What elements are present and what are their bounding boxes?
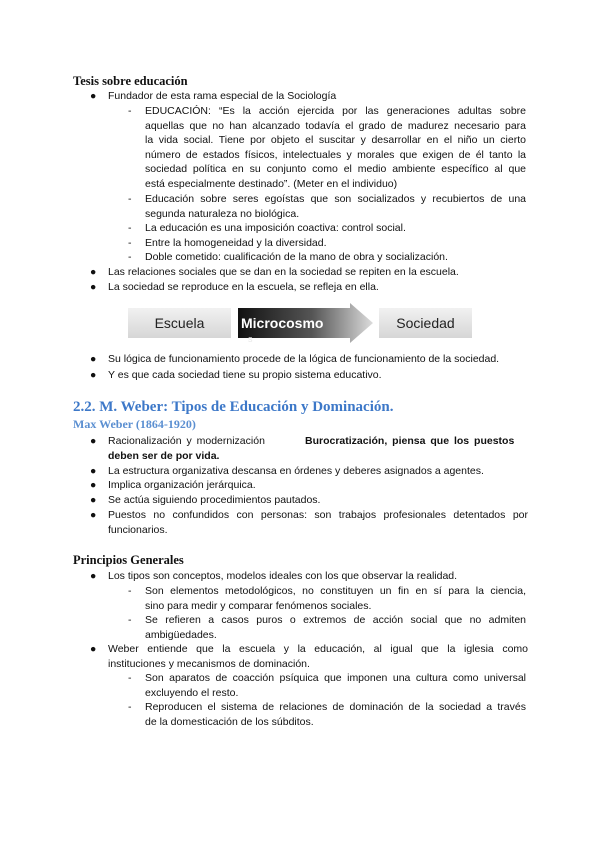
bullet-icon: ● bbox=[90, 643, 97, 655]
diagram-label-wrap: s bbox=[248, 334, 253, 344]
bullet-icon: ● bbox=[90, 369, 97, 381]
bullet-icon: ● bbox=[90, 90, 97, 102]
bullet-icon: ● bbox=[90, 494, 97, 506]
diagram-box-sociedad: Sociedad bbox=[379, 308, 472, 338]
dash-icon: - bbox=[128, 251, 132, 263]
bullet-icon: ● bbox=[90, 281, 97, 293]
diagram-box-escuela: Escuela bbox=[128, 308, 231, 338]
subheading-max-weber: Max Weber (1864-1920) bbox=[73, 417, 196, 431]
dash-icon: - bbox=[128, 222, 132, 234]
dash-icon: - bbox=[128, 193, 132, 205]
section-heading-principios: Principios Generales bbox=[73, 553, 184, 567]
bullet-icon: ● bbox=[90, 465, 97, 477]
bullet-icon: ● bbox=[90, 570, 97, 582]
dash-icon: - bbox=[128, 672, 132, 684]
diagram-label-microcosmos: Microcosmo bbox=[241, 315, 324, 331]
bullet-icon: ● bbox=[90, 266, 97, 278]
bullet-icon: ● bbox=[90, 353, 97, 365]
section-heading-weber: 2.2. M. Weber: Tipos de Educación y Dominación. bbox=[73, 399, 394, 415]
dash-icon: - bbox=[128, 701, 132, 713]
bullet-icon: ● bbox=[90, 435, 97, 447]
dash-icon: - bbox=[128, 585, 132, 597]
section-heading-tesis: Tesis sobre educación bbox=[73, 74, 188, 88]
bullet-icon: ● bbox=[90, 479, 97, 491]
flow-diagram bbox=[128, 303, 472, 343]
bullet-icon: ● bbox=[90, 509, 97, 521]
dash-icon: - bbox=[128, 614, 132, 626]
dash-icon: - bbox=[128, 105, 132, 117]
document-page: Tesis sobre educación ● Fundador de esta rama especial de la Sociología - EDUCACIÓN: “Es la acción ejercida por las generaciones adultas sobre aquellas que no han alcanzado todavía el grado de madurez necesario para la vida social. Tiene por objeto el suscitar y desarrollar en el niño un cierto número de estados físicos, intelectuales y morales que exigen de él tanto la sociedad política en su conjunto como el medio ambiente específico al que está especialmente destinado”. (Meter en el individuo) - Educación sobre seres egoístas que son socializados y recubiertos de una segunda naturaleza no biológica. - La educación es una imposición coactiva: control social. - Entre la homogeneidad y la diversidad. - Doble cometido: cualificación de la mano de obra y socialización. ● Las relaciones sociales que se dan en la sociedad se repiten en la escuela. ● La sociedad se reproduce en la escuela, se refleja en ella. Escuela Microcosmo s Sociedad ● Su lógica de funcionamiento procede de la lógica de funcionamiento de la sociedad. ● Y es que cada sociedad tiene su propio sistema educativo. 2.2. M. Weber: Tipos de Educación y Dominación. Max Weber (1864-1920) ● Racionalización y modernización Burocratización, piensa que los puestos deben ser de por vida. ● La estructura organizativa descansa en órdenes y deberes asignados a agentes. ● Implica organización jerárquica. ● Se actúa siguiendo procedimientos pautados. ● Puestos no confundidos con personas: son trabajos profesionales detentados por funcionarios. Principios Generales ● Los tipos son conceptos, modelos ideales con los que observar la realidad. - Son elementos metodológicos, no constituyen un fin en sí para la ciencia, sino para medir y comparar fenómenos sociales. - Se refieren a casos puros o extremos de acción social que no admiten ambigüedades. ● Weber entiende que la escuela y la educación, al igual que la iglesia como instituciones y mecanismos de dominación. - Son aparatos de coacción psíquica que imponen una cultura como universal excluyendo el resto. - Reproducen el sistema de relaciones de dominación de la sociedad a través de la domesticación de los súbditos. bbox=[73, 74, 528, 728]
dash-icon: - bbox=[128, 237, 132, 249]
